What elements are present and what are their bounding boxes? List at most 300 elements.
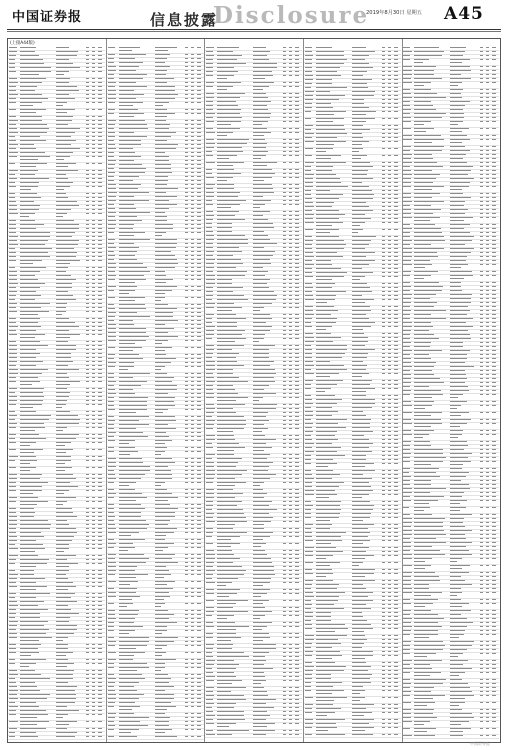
table-cell-text [295, 615, 299, 616]
table-cell-text [480, 113, 483, 114]
table-cell-text [382, 373, 385, 374]
table-cell-text [92, 228, 95, 229]
table-cell-text [316, 357, 342, 358]
table-cell-text [108, 570, 116, 571]
table-cell-text [108, 132, 116, 133]
table-cell-text [414, 55, 441, 56]
table-cell-text [56, 682, 68, 683]
table-cell-text [289, 600, 292, 601]
table-cell-text [185, 436, 188, 437]
table-cell-text [119, 584, 131, 585]
table-cell-text [56, 396, 69, 397]
table-cell-text [191, 474, 194, 475]
table-cell-text [388, 276, 391, 277]
table-cell-text [382, 608, 385, 609]
table-cell-text [305, 198, 313, 199]
table-cell-text [283, 550, 286, 551]
table-cell-text [295, 287, 299, 288]
table-cell-text [217, 143, 247, 144]
table-cell-text [20, 640, 39, 641]
table-cell-text [206, 428, 213, 429]
table-cell-text [119, 725, 149, 726]
table-cell-text [394, 357, 398, 358]
table-cell-text [185, 148, 188, 149]
table-cell-text [92, 186, 95, 187]
table-cell-text [382, 704, 385, 705]
table-cell-text [283, 578, 286, 579]
table-cell-text [185, 176, 188, 177]
table-cell-text [56, 532, 77, 533]
table-cell-text [316, 299, 335, 300]
table-cell-text [352, 268, 362, 269]
table-cell-text [217, 283, 232, 284]
table-cell-text [316, 125, 344, 126]
table-cell-text [119, 176, 140, 177]
table-cell-text [206, 656, 213, 657]
table-cell-text [119, 630, 136, 631]
page-header [0, 0, 506, 36]
table-cell-text [394, 509, 398, 510]
table-cell-text [86, 474, 89, 475]
table-cell-text [56, 724, 69, 725]
table-cell-text [382, 592, 385, 593]
table-cell-text [253, 204, 265, 205]
table-cell-text [119, 706, 141, 707]
table-cell-text [155, 599, 164, 600]
table-cell-text [185, 682, 188, 683]
table-cell-text [56, 90, 79, 91]
table-cell-text [283, 279, 286, 280]
table-cell-text [403, 139, 411, 140]
table-cell-text [289, 695, 292, 696]
table-cell-text [253, 726, 266, 727]
table-cell-text [155, 113, 175, 114]
table-cell-text [108, 717, 115, 718]
table-cell-text [197, 493, 201, 494]
table-cell-text [388, 547, 391, 548]
table-cell-text [206, 466, 214, 467]
table-cell-text [388, 470, 391, 471]
table-cell-text [388, 75, 391, 76]
table-cell-text [295, 393, 299, 394]
table-cell-text [108, 592, 117, 593]
table-cell-text [185, 156, 188, 157]
table-cell-text [108, 470, 115, 471]
table-cell-text [352, 723, 369, 724]
table-cell-text [20, 396, 44, 397]
table-cell-text [283, 184, 286, 185]
table-cell-text [492, 89, 496, 90]
table-cell-text [9, 536, 17, 537]
table-cell-text [108, 148, 117, 149]
table-cell-text [56, 460, 71, 461]
table-cell-text [289, 497, 292, 498]
table-cell-text [191, 547, 194, 548]
table-cell-text [253, 211, 270, 212]
table-cell-text [86, 236, 89, 237]
table-cell-text [316, 427, 346, 428]
table-cell-text [403, 158, 411, 159]
table-cell-text [305, 608, 311, 609]
table-cell-text [185, 493, 188, 494]
table-cell-text [394, 59, 398, 60]
table-cell-text [9, 334, 17, 335]
table-cell-text [20, 197, 41, 198]
table-cell-text [316, 555, 333, 556]
table-cell-text [56, 659, 68, 660]
table-cell-text [185, 440, 188, 441]
table-cell-text [388, 47, 391, 48]
table-cell-text [352, 682, 371, 683]
table-cell-text [289, 408, 292, 409]
table-cell-text [382, 588, 385, 589]
table-cell-text [108, 188, 116, 189]
table-cell-text [283, 435, 286, 436]
table-cell-text [388, 423, 391, 424]
table-cell-text [352, 604, 366, 605]
table-cell-text [283, 505, 286, 506]
table-cell-text [119, 482, 136, 483]
table-cell-text [388, 580, 391, 581]
table-cell-text [197, 113, 201, 114]
table-cell-text [295, 188, 299, 189]
table-cell-text [283, 151, 286, 152]
table-cell-text [9, 341, 16, 342]
table-cell-text [305, 51, 313, 52]
table-cell-text [56, 326, 79, 327]
table-cell-text [56, 563, 78, 564]
table-cell-text [92, 182, 95, 183]
table-cell-text [289, 169, 292, 170]
table-cell-text [253, 416, 266, 417]
table-cell-text [316, 252, 337, 253]
table-cell-text [486, 66, 489, 67]
table-cell-text [388, 517, 391, 518]
table-cell-text [305, 540, 314, 541]
table-cell-text [119, 416, 150, 417]
table-cell-text [217, 158, 229, 159]
table-cell-text [92, 419, 95, 420]
table-cell-text [191, 622, 194, 623]
table-cell-text [92, 334, 95, 335]
table-cell-text [283, 373, 286, 374]
table-cell-text [253, 397, 263, 398]
table-cell-text [155, 532, 174, 533]
table-cell-text [382, 616, 385, 617]
table-cell-text [155, 293, 165, 294]
table-cell-text [86, 625, 89, 626]
table-cell-text [352, 341, 368, 342]
table-cell-text [480, 70, 483, 71]
table-cell-text [492, 55, 496, 56]
table-cell-text [108, 184, 117, 185]
table-cell-text [108, 373, 115, 374]
table-cell-text [414, 113, 445, 114]
table-cell-text [56, 59, 69, 60]
table-cell-text [394, 174, 398, 175]
table-cell-text [56, 512, 73, 513]
table-cell-text [206, 695, 214, 696]
table-cell-text [382, 555, 385, 556]
table-cell-text [119, 626, 143, 627]
table-cell-text [92, 478, 95, 479]
table-cell-text [486, 128, 489, 129]
table-cell-text [98, 71, 102, 72]
table-cell-text [352, 700, 360, 701]
table-cell-text [289, 680, 292, 681]
table-cell-text [185, 54, 188, 55]
table-cell-text [253, 640, 263, 641]
table-cell-text [92, 140, 95, 141]
table-cell-text [289, 626, 292, 627]
table-cell-text [316, 186, 348, 187]
table-cell-text [92, 291, 95, 292]
table-cell-text [352, 67, 374, 68]
table-cell-text [217, 259, 241, 260]
table-cell-text [217, 345, 244, 346]
table-cell-text [20, 493, 33, 494]
table-cell-text [283, 271, 286, 272]
table-cell-text [191, 263, 194, 264]
table-cell-text [352, 658, 365, 659]
table-cell-text [86, 423, 89, 424]
table-cell-text [217, 247, 238, 248]
table-cell-text [206, 361, 215, 362]
table-cell-text [197, 489, 201, 490]
table-cell-text [295, 132, 299, 133]
table-cell-text [388, 256, 391, 257]
table-cell-text [86, 182, 89, 183]
table-cell-text [316, 403, 337, 404]
table-cell-text [295, 439, 299, 440]
table-cell-text [108, 212, 117, 213]
table-cell-text [289, 611, 292, 612]
table-cell-text [217, 695, 243, 696]
table-cell-text [305, 399, 312, 400]
table-cell-text [382, 655, 385, 656]
table-cell-text [388, 478, 391, 479]
table-cell-text [283, 71, 286, 72]
table-cell-text [217, 215, 235, 216]
table-cell-text [382, 218, 385, 219]
table-cell-text [119, 532, 139, 533]
table-cell-text [253, 59, 269, 60]
table-cell-text [295, 562, 299, 563]
table-cell-text [56, 559, 67, 560]
table-cell-text [253, 330, 270, 331]
table-cell-text [20, 144, 34, 145]
table-cell-text [217, 521, 247, 522]
table-cell-text [352, 558, 365, 559]
table-cell-text [316, 569, 333, 570]
table-cell-text [9, 322, 16, 323]
table-cell-text [352, 155, 367, 156]
table-cell-text [119, 713, 135, 714]
table-cell-text [191, 466, 194, 467]
table-cell-text [253, 135, 264, 136]
table-cell-text [206, 648, 213, 649]
table-cell-text [56, 353, 71, 354]
table-cell-text [197, 440, 201, 441]
table-cell-text [217, 528, 233, 529]
table-cell-text [352, 592, 373, 593]
table-cell-text [92, 109, 95, 110]
table-cell-text [394, 373, 398, 374]
table-cell-text [388, 272, 391, 273]
table-cell-text [253, 173, 274, 174]
table-cell-text [56, 486, 78, 487]
table-cell-text [388, 218, 391, 219]
table-cell-text [352, 674, 372, 675]
table-cell-text [56, 516, 77, 517]
table-cell-text [289, 517, 292, 518]
table-cell-text [197, 663, 201, 664]
table-cell-text [305, 674, 313, 675]
table-cell-text [217, 554, 234, 555]
table-cell-text [56, 497, 76, 498]
table-cell-text [414, 124, 424, 125]
table-cell-text [86, 467, 89, 468]
table-cell-text [295, 295, 299, 296]
table-cell-text [185, 596, 188, 597]
table-cell-text [253, 629, 261, 630]
table-cell-text [119, 286, 137, 287]
table-cell-text [86, 732, 89, 733]
table-cell-text [394, 540, 398, 541]
table-cell-text [9, 601, 17, 602]
table-cell-text [86, 341, 89, 342]
table-cell-text [388, 719, 391, 720]
table-cell-text [92, 520, 95, 521]
table-cell-text [119, 474, 146, 475]
table-cell-text [108, 458, 117, 459]
table-cell-text [394, 214, 398, 215]
table-cell-text [92, 86, 95, 87]
table-cell-text [295, 664, 299, 665]
table-cell-text [414, 62, 423, 63]
table-cell-text [217, 589, 239, 590]
table-cell-text [217, 67, 234, 68]
table-cell-text [56, 341, 68, 342]
table-cell-text [119, 377, 133, 378]
table-cell-text [98, 678, 102, 679]
table-cell-text [185, 663, 188, 664]
table-cell-text [185, 528, 188, 529]
table-cell-text [394, 608, 398, 609]
table-cell-text [316, 178, 340, 179]
table-cell-text [253, 291, 274, 292]
table-cell-text [295, 593, 299, 594]
table-cell-text [155, 279, 174, 280]
table-cell-text [450, 135, 467, 136]
table-cell-text [316, 505, 340, 506]
table-cell-text [295, 648, 299, 649]
table-cell-text [394, 310, 398, 311]
table-cell-text [155, 702, 171, 703]
table-cell-text [119, 645, 148, 646]
table-cell-text [155, 606, 161, 607]
table-cell-text [119, 251, 137, 252]
table-cell-text [394, 264, 398, 265]
table-cell-text [197, 554, 201, 555]
table-cell-text [206, 558, 214, 559]
table-cell-text [305, 194, 311, 195]
table-cell-text [289, 357, 292, 358]
table-cell-text [108, 652, 116, 653]
table-cell-text [253, 578, 271, 579]
table-cell-text [305, 719, 314, 720]
table-cell-text [382, 380, 385, 381]
table-cell-text [86, 224, 89, 225]
table-cell-text [191, 308, 194, 309]
table-cell-text [20, 655, 31, 656]
table-cell-text [217, 550, 232, 551]
table-cell-text [295, 105, 299, 106]
table-cell-text [394, 455, 398, 456]
table-cell-text [98, 174, 102, 175]
table-cell-text [9, 663, 15, 664]
table-cell-text [388, 264, 391, 265]
table-cell-text [119, 606, 128, 607]
table-cell-text [352, 318, 369, 319]
table-cell-text [283, 558, 286, 559]
table-cell-text [119, 489, 135, 490]
table-cell-text [119, 588, 138, 589]
table-cell-text [283, 155, 286, 156]
table-cell-text [352, 178, 373, 179]
table-cell-text [98, 578, 102, 579]
table-cell-text [98, 201, 102, 202]
table-cell-text [388, 326, 391, 327]
table-cell-text [283, 86, 286, 87]
table-cell-text [98, 423, 102, 424]
table-cell-text [253, 318, 272, 319]
table-cell-text [108, 385, 114, 386]
table-cell-text [92, 467, 95, 468]
table-cell-text [394, 170, 398, 171]
table-cell-text [86, 303, 89, 304]
table-cell-text [155, 630, 167, 631]
table-cell-text [283, 303, 286, 304]
table-cell-text [191, 659, 194, 660]
table-cell-text [289, 223, 292, 224]
table-cell-text [98, 736, 102, 737]
table-cell-text [206, 271, 213, 272]
table-cell-text [289, 622, 292, 623]
table-cell-text [197, 275, 201, 276]
table-cell-text [9, 353, 17, 354]
table-cell-text [86, 71, 89, 72]
table-cell-text [253, 404, 277, 405]
table-cell-text [20, 678, 50, 679]
table-cell-text [382, 540, 385, 541]
table-cell-text [155, 535, 166, 536]
table-cell-text [108, 674, 114, 675]
table-cell-text [295, 204, 299, 205]
table-cell-text [20, 508, 34, 509]
table-cell-text [108, 409, 115, 410]
table-cell-text [316, 306, 334, 307]
table-cell-text [9, 193, 15, 194]
table-cell-text [283, 474, 286, 475]
table-cell-text [388, 532, 391, 533]
table-cell-text [20, 582, 36, 583]
table-cell-text [388, 524, 391, 525]
table-cell-text [305, 555, 313, 556]
table-cell-text [283, 192, 286, 193]
table-cell-text [394, 369, 398, 370]
table-cell-text [283, 615, 286, 616]
